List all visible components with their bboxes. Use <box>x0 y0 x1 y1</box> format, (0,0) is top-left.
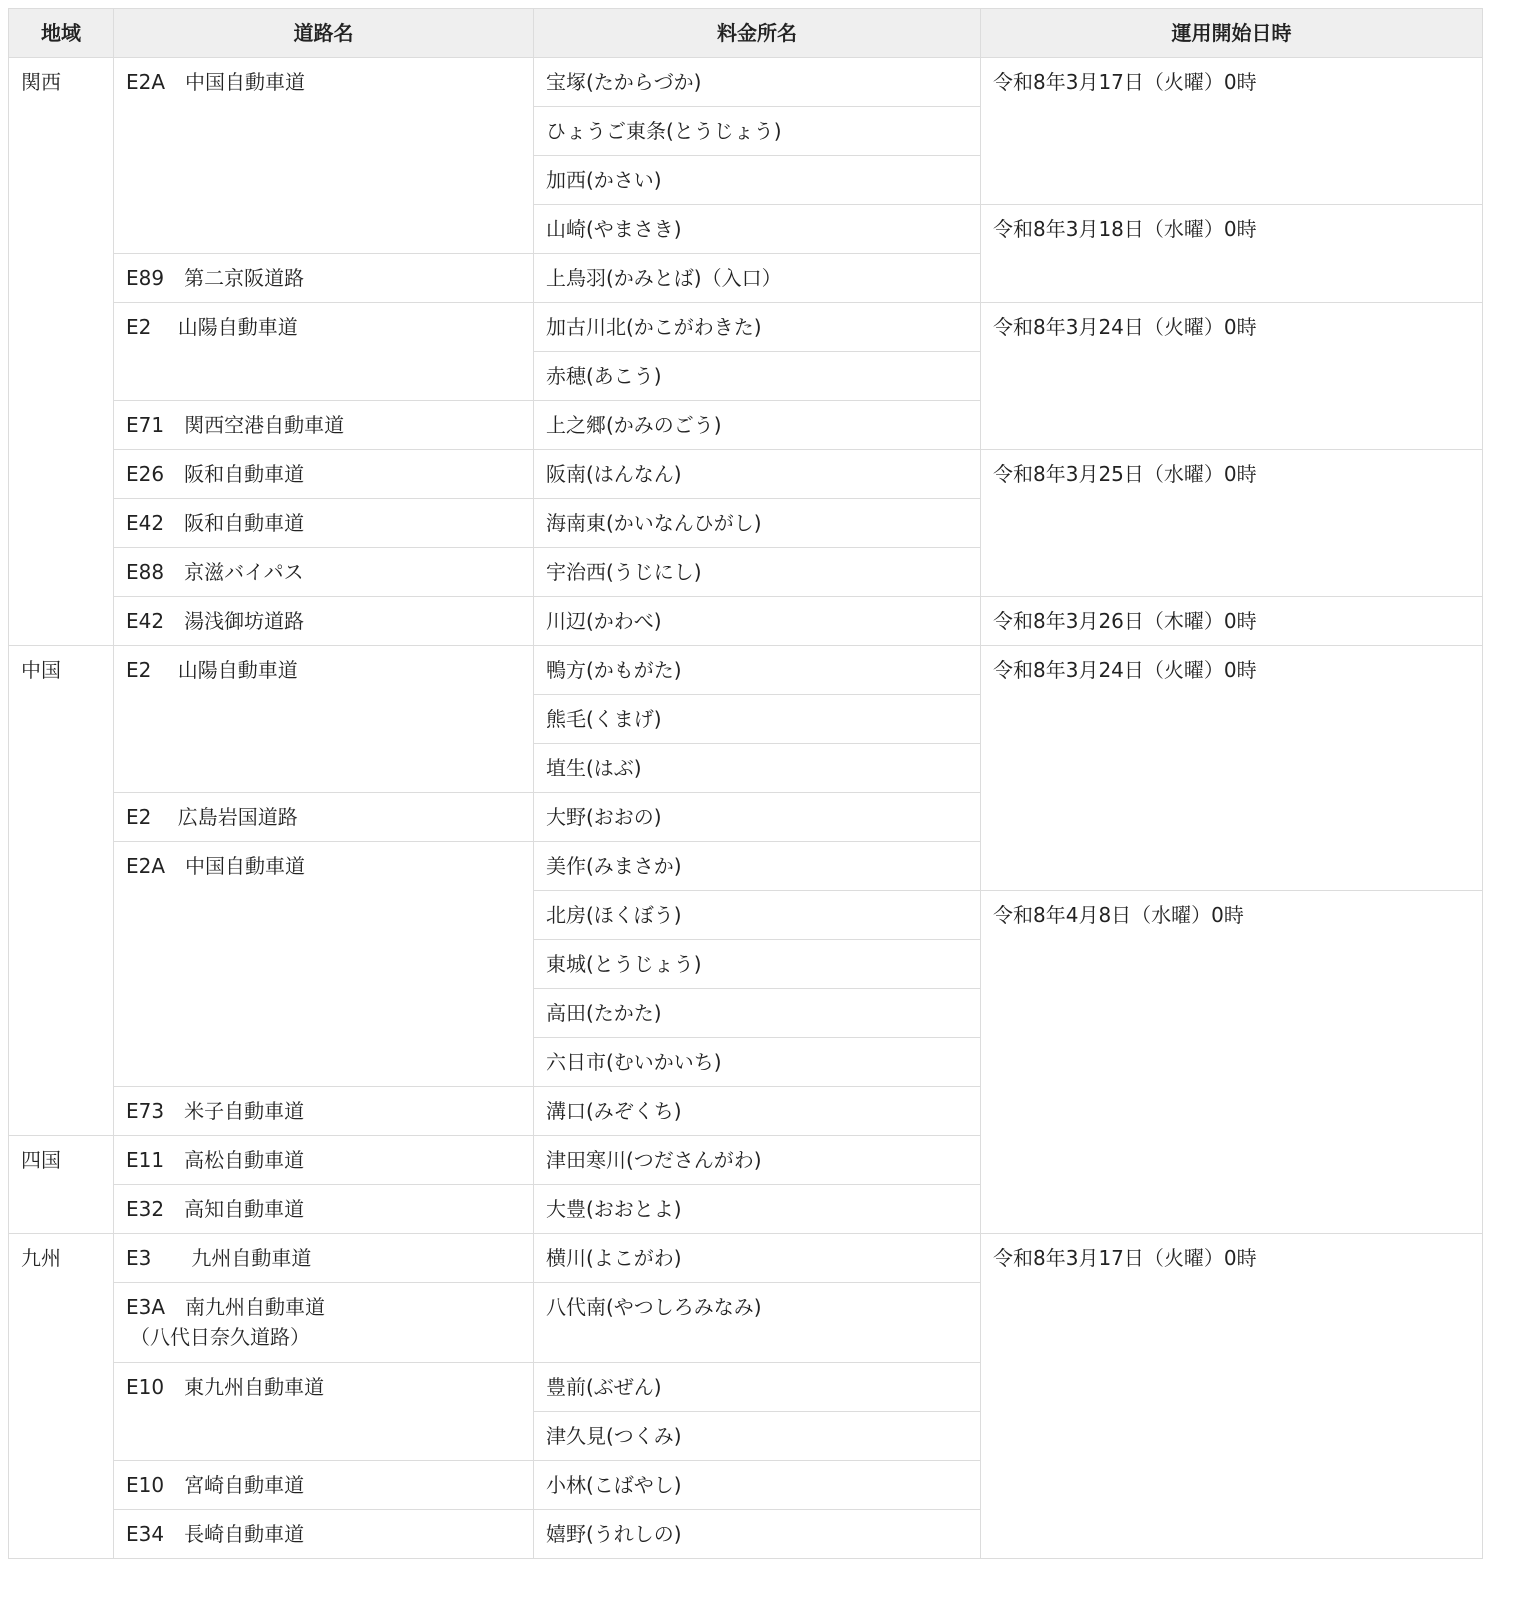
tollgate-cell: 美作(みまさか) <box>534 842 981 891</box>
date-cell: 令和8年3月25日（水曜）0時 <box>981 450 1483 597</box>
road-cell: E10 東九州自動車道 <box>114 1363 534 1461</box>
tollgate-cell: 津田寒川(つださんがわ) <box>534 1136 981 1185</box>
tollgate-cell: 鴨方(かもがた) <box>534 646 981 695</box>
toll-open-schedule-table <box>8 8 1483 1559</box>
tollgate-cell: 川辺(かわべ) <box>534 597 981 646</box>
date-cell: 令和8年3月26日（木曜）0時 <box>981 597 1483 646</box>
road-cell: E11 高松自動車道 <box>114 1136 534 1185</box>
road-cell: E42 湯浅御坊道路 <box>114 597 534 646</box>
road-cell: E2A 中国自動車道 <box>114 58 534 254</box>
tollgate-cell: 宝塚(たからづか) <box>534 58 981 107</box>
tollgate-cell: 高田(たかた) <box>534 989 981 1038</box>
region-cell: 関西 <box>9 58 114 646</box>
tollgate-cell: 小林(こばやし) <box>534 1461 981 1510</box>
tollgate-cell: 大野(おおの) <box>534 793 981 842</box>
road-cell: E26 阪和自動車道 <box>114 450 534 499</box>
table-row <box>9 303 1483 352</box>
tollgate-cell: 大豊(おおとよ) <box>534 1185 981 1234</box>
region-cell: 中国 <box>9 646 114 1136</box>
tollgate-cell: 埴生(はぶ) <box>534 744 981 793</box>
tollgate-cell: 海南東(かいなんひがし) <box>534 499 981 548</box>
tollgate-cell: 赤穂(あこう) <box>534 352 981 401</box>
road-cell: E32 高知自動車道 <box>114 1185 534 1234</box>
date-cell: 令和8年3月17日（火曜）0時 <box>981 58 1483 205</box>
tollgate-cell: 溝口(みぞくち) <box>534 1087 981 1136</box>
header-region: 地域 <box>9 9 114 58</box>
table-row <box>9 450 1483 499</box>
tollgate-cell: 阪南(はんなん) <box>534 450 981 499</box>
tollgate-cell: 加古川北(かこがわきた) <box>534 303 981 352</box>
road-cell: E3 九州自動車道 <box>114 1234 534 1283</box>
tollgate-cell: 加西(かさい) <box>534 156 981 205</box>
road-cell: E2 山陽自動車道 <box>114 646 534 793</box>
tollgate-cell: 熊毛(くまげ) <box>534 695 981 744</box>
road-note: （八代日奈久道路） <box>130 1325 310 1349</box>
road-cell: E10 宮崎自動車道 <box>114 1461 534 1510</box>
date-cell: 令和8年3月18日（水曜）0時 <box>981 205 1483 303</box>
tollgate-cell: 東城(とうじょう) <box>534 940 981 989</box>
road-cell: E89 第二京阪道路 <box>114 254 534 303</box>
tollgate-cell: ひょうご東条(とうじょう) <box>534 107 981 156</box>
tollgate-cell: 宇治西(うじにし) <box>534 548 981 597</box>
header-tollgate: 料金所名 <box>534 9 981 58</box>
tollgate-cell: 北房(ほくぼう) <box>534 891 981 940</box>
table-row <box>9 597 1483 646</box>
road-cell: E73 米子自動車道 <box>114 1087 534 1136</box>
tollgate-cell: 津久見(つくみ) <box>534 1412 981 1461</box>
table-header-row <box>9 9 1483 58</box>
tollgate-cell: 横川(よこがわ) <box>534 1234 981 1283</box>
date-cell: 令和8年3月24日（火曜）0時 <box>981 303 1483 450</box>
road-cell: E42 阪和自動車道 <box>114 499 534 548</box>
tollgate-cell: 上鳥羽(かみとば)（入口） <box>534 254 981 303</box>
date-cell: 令和8年3月24日（火曜）0時 <box>981 646 1483 891</box>
header-road: 道路名 <box>114 9 534 58</box>
road-cell: E2 広島岩国道路 <box>114 793 534 842</box>
road-cell: E71 関西空港自動車道 <box>114 401 534 450</box>
road-cell <box>114 1283 534 1363</box>
header-start-date: 運用開始日時 <box>981 9 1483 58</box>
table-row <box>9 58 1483 107</box>
tollgate-cell: 六日市(むいかいち) <box>534 1038 981 1087</box>
tollgate-cell: 豊前(ぶぜん) <box>534 1363 981 1412</box>
tollgate-cell: 山崎(やまさき) <box>534 205 981 254</box>
region-cell: 九州 <box>9 1234 114 1559</box>
road-cell: E2A 中国自動車道 <box>114 842 534 1087</box>
tollgate-cell: 嬉野(うれしの) <box>534 1510 981 1559</box>
road-name: E3A 南九州自動車道 <box>126 1295 326 1319</box>
road-cell: E88 京滋バイパス <box>114 548 534 597</box>
road-cell: E2 山陽自動車道 <box>114 303 534 401</box>
tollgate-cell: 上之郷(かみのごう) <box>534 401 981 450</box>
road-cell: E34 長崎自動車道 <box>114 1510 534 1559</box>
table-row <box>9 646 1483 695</box>
tollgate-cell: 八代南(やつしろみなみ) <box>534 1283 981 1363</box>
table-row <box>9 1234 1483 1283</box>
date-cell: 令和8年4月8日（水曜）0時 <box>981 891 1483 1234</box>
region-cell: 四国 <box>9 1136 114 1234</box>
date-cell: 令和8年3月17日（火曜）0時 <box>981 1234 1483 1559</box>
